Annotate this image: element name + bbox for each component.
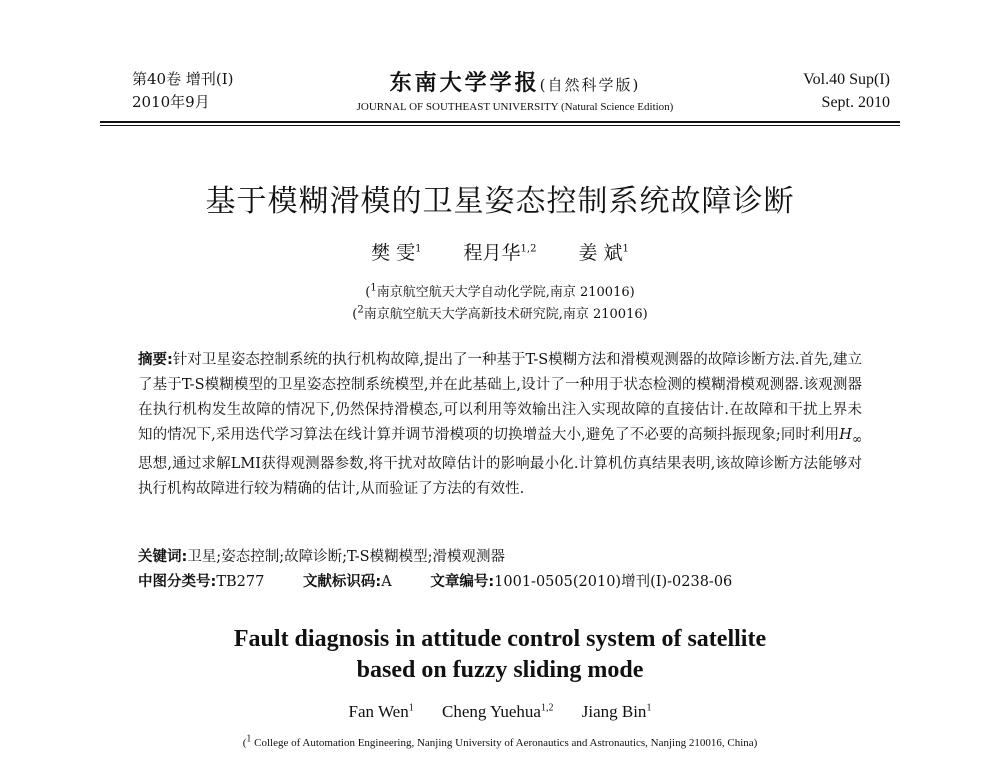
- title-en-line1: Fault diagnosis in attitude control system of satellite: [233, 626, 767, 652]
- paper-title-en: [0, 624, 1000, 686]
- date-cn: 2010年9月: [132, 93, 210, 111]
- date-en: Sept. 2010: [821, 94, 890, 111]
- author-list-en: [0, 702, 1000, 722]
- abstract-text-part1: 针对卫星姿态控制系统的执行机构故障,提出了一种基于T-S模糊方法和滑模观测器的故障诊断方法.首先,建立了基于T-S模糊模型的卫星姿态控制系统模型,并在此基础上,设计了一种用于状态检测的模糊滑模观测器.该观测器在执行机构发生故障的情况下,仍然保持滑模态,可以利用等效输出注入实现故障的直接估计.在故障和干扰上界未知的情况下,采用迭代学习算法在线计算并调节滑模项的切换增益大小,避免了不必要的高频抖振现象;同时利用: [138, 352, 862, 443]
- title-en-line2: based on fuzzy sliding mode: [356, 657, 644, 683]
- class-value: TB277: [216, 574, 265, 590]
- classification-line: [138, 571, 862, 593]
- h-infinity-symbol: H: [839, 427, 852, 443]
- journal-volume-info: [760, 68, 890, 114]
- affiliation-cn: ($^1$南京航空航天大学自动化学院,南京 210016): [365, 282, 635, 300]
- journal-issue-info: [132, 68, 262, 114]
- author-en: Jiang Bin$^1$: [581, 702, 652, 721]
- abstract-text-part2: 思想,通过求解LMI获得观测器参数,将干扰对故障估计的影响最小化.计算机仿真结果表明,该故障诊断方法能够对执行机构故障进行较为精确的估计,从而验证了方法的有效性.: [138, 455, 862, 497]
- paper-title-cn: 基于模糊滑模的卫星姿态控制系统故障诊断: [205, 184, 795, 219]
- author-cn: 程月华$^{1,2}$: [463, 242, 537, 264]
- author-cn: 姜 斌$^1$: [578, 242, 629, 264]
- volume-en: Vol.40 Sup(I): [803, 71, 890, 88]
- header-rule-thick: [100, 121, 900, 123]
- journal-name-cn: 东南大学学报: [389, 70, 540, 96]
- keywords-label: 关键词:: [138, 549, 188, 565]
- author-cn: 樊 雯$^1$: [371, 242, 422, 264]
- journal-masthead: [300, 66, 730, 113]
- abstract-cn: [138, 348, 862, 502]
- journal-name-en: JOURNAL OF SOUTHEAST UNIVERSITY (Natural Science Edition): [356, 101, 674, 113]
- header-rule-thin: [100, 125, 900, 126]
- journal-edition-cn: (自然科学版): [539, 76, 641, 94]
- affiliations-cn: [0, 282, 1000, 326]
- author-list-cn: [0, 238, 1000, 265]
- keywords-cn: [138, 546, 862, 568]
- affiliation-en: ($^1$ College of Automation Engineering, Nanjing University of Aeronautics and Astronautics, Nanjing 210016, China): [242, 733, 758, 749]
- class-label: 中图分类号:: [138, 574, 217, 590]
- abstract-label: 摘要:: [138, 352, 173, 368]
- h-infinity-subscript: ∞: [851, 431, 862, 446]
- volume-cn: 第40卷 增刊(I): [132, 70, 234, 88]
- affiliation-cn: ($^2$南京航空航天大学高新技术研究院,南京 210016): [352, 304, 648, 322]
- article-no-label: 文章编号:: [430, 574, 495, 590]
- keywords-value: 卫星;姿态控制;故障诊断;T-S模糊模型;滑模观测器: [187, 549, 505, 565]
- doc-code-value: A: [381, 574, 392, 590]
- author-en: Fan Wen$^1$: [348, 702, 414, 721]
- doc-code-label: 文献标识码:: [302, 574, 382, 590]
- article-no-value: 1001-0505(2010)增刊(I)-0238-06: [494, 574, 733, 590]
- author-en: Cheng Yuehua$^{1,2}$: [441, 702, 554, 721]
